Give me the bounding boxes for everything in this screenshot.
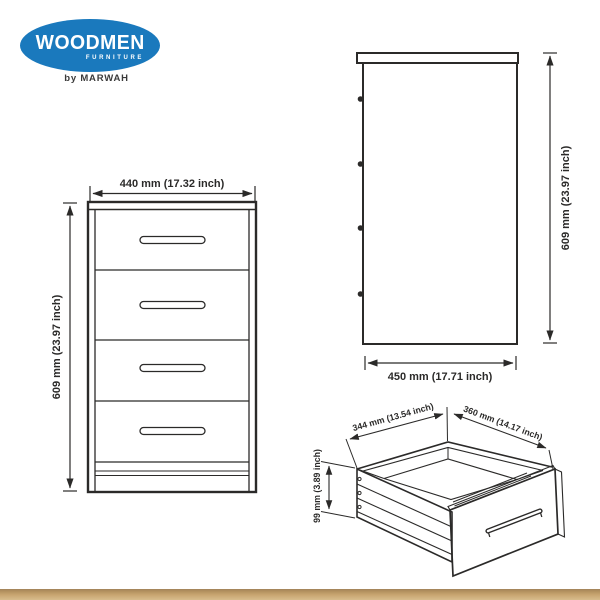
front-height-dimension-label: 609 mm (23.97 inch) [51,294,63,400]
side-view-drawing [330,40,580,390]
drawer-width-dimension-label: 344 mm (13.54 inch) [351,401,435,433]
front-view-drawing [50,175,280,505]
drawer-depth-dimension-label: 360 mm (14.17 inch) [462,403,544,443]
side-depth-dimension-label: 450 mm (17.71 inch) [387,371,493,383]
cam-hole [358,505,361,508]
side-height-dimension-label: 609 mm (23.97 inch) [560,145,572,251]
drawer-height-dimension-label: 99 mm (3.89 inch) [312,449,322,523]
drawer-handle [140,428,205,435]
knob-profile [358,291,364,297]
drawer-handle [140,237,205,244]
brand-tagline: FURNITURE [85,54,144,61]
cam-hole [358,491,361,494]
cam-hole [358,477,361,480]
drawer-detail-drawing [295,400,595,595]
woodmen-logo-ellipse [20,19,160,72]
knob-profile [358,161,364,167]
bottom-accent-bar [0,589,600,600]
drawer-handle [140,365,205,372]
drawer-handle [140,302,205,309]
drawer-bar-handle [488,511,542,537]
knob-profile [358,225,364,231]
front-width-dimension-label: 440 mm (17.32 inch) [119,178,225,190]
brand-name: WOODMEN [35,31,145,54]
brand-byline: by MARWAH [64,73,129,84]
knob-profile [358,96,364,102]
